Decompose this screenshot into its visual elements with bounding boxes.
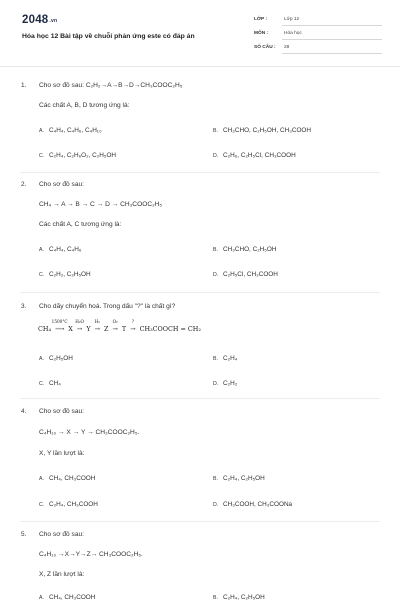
meta-count-value: 28 [284, 45, 290, 50]
reaction-scheme: C₄H₁₀ → X → Y → CH₃COOC₂H₅. [39, 429, 140, 436]
reaction-arrow: → ? [130, 319, 136, 333]
page-header [0, 0, 400, 66]
logo-suffix: .vn [49, 18, 58, 24]
meta-divider [282, 25, 382, 26]
option-label: A. [39, 476, 44, 482]
option-label: D. [213, 272, 219, 278]
question-prompt: Cho sơ đồ sau: [39, 408, 85, 415]
reaction-arrow: → O₂ [112, 319, 118, 333]
question-ask: Các chất A, B, D tương ứng là: [39, 102, 130, 109]
option-c[interactable] [39, 380, 61, 387]
scheme-start: CH₄ [38, 325, 52, 333]
question-ask: X, Y lần lượt là: [39, 450, 85, 457]
option-b[interactable] [213, 355, 237, 362]
option-c[interactable] [39, 271, 91, 278]
option-text: C₂H₄, C₂H₆O₂, C₂H₅OH [49, 152, 117, 159]
meta-count [254, 45, 382, 58]
reaction-scheme [38, 319, 201, 333]
option-label: B. [213, 128, 218, 134]
option-label: C. [39, 381, 45, 387]
option-label: C. [39, 153, 45, 159]
reaction-arrow: → H₂ [94, 319, 100, 333]
option-a[interactable] [39, 246, 81, 253]
question-divider [20, 521, 380, 522]
arrow-condition: H₂O [75, 319, 84, 324]
option-text: C₄H₄, C₄H₆, C₄H₁₀ [49, 127, 102, 134]
option-text: C₄H₄, C₄H₆ [49, 246, 82, 253]
question-prompt: Cho sơ đồ sau: [39, 181, 85, 188]
reaction-scheme: C₄H₁₀ →X→Y→Z→ CH₃COOC₂H₅. [39, 551, 143, 558]
option-c[interactable] [39, 152, 116, 159]
option-text: C₂H₄, C₂H₅OH [223, 475, 265, 482]
option-label: A. [39, 595, 44, 601]
question-prompt: Cho sơ đồ sau: C₂H₂→A→B→D→CH₃COOC₂H₅ [39, 82, 183, 89]
option-b[interactable] [213, 475, 265, 482]
meta-subject-value: Hóa học [284, 31, 302, 36]
question-divider [20, 292, 380, 293]
meta-divider [282, 53, 382, 54]
option-text: C₂H₂ [223, 380, 238, 387]
option-text: C₂H₆, C₂H₅Cl, CH₃COOH [223, 152, 296, 159]
option-label: D. [213, 502, 219, 508]
meta-class [254, 17, 382, 30]
arrow-condition: 1500°C [51, 319, 68, 324]
option-text: C₂H₄, CH₃COOH [49, 501, 98, 508]
option-a[interactable] [39, 127, 102, 134]
meta-subject-label: MÔN : [254, 31, 269, 36]
option-text: CH₄ [49, 380, 61, 387]
scheme-x: X [68, 325, 73, 333]
option-text: CH₄, CH₃COOH [49, 594, 96, 601]
scheme-y: Y [86, 325, 91, 333]
meta-subject [254, 31, 382, 44]
question-number: 5. [21, 531, 27, 538]
option-label: A. [39, 247, 44, 253]
option-label: D. [213, 153, 219, 159]
page-title: Hóa học 12 Bài tập về chuỗi phản ứng este có đáp án [22, 33, 195, 40]
reaction-arrow: → H₂O [75, 319, 84, 333]
arrow-condition: ? [131, 319, 135, 324]
meta-divider [282, 39, 382, 40]
option-text: C₂H₄, C₂H₅OH [223, 594, 265, 601]
option-text: CH₃CHO, C₂H₅OH, CH₃COOH [223, 127, 312, 134]
option-text: C₂H₅Cl, CH₃COOH [223, 271, 278, 278]
question-number: 1. [21, 82, 27, 89]
option-label: C. [39, 502, 45, 508]
scheme-t: T [121, 325, 127, 333]
logo-text: 2048 [22, 14, 49, 26]
option-text: CH₃CHO, C₂H₅OH [223, 246, 277, 253]
option-text: C₂H₂, C₂H₅OH [49, 271, 91, 278]
option-d[interactable] [213, 380, 237, 387]
reaction-arrow: ⟶ 1500°C [51, 319, 68, 333]
question-divider [20, 398, 380, 399]
option-a[interactable] [39, 475, 95, 482]
option-label: B. [213, 356, 218, 362]
reaction-scheme: CH₄ → A → B → C → D → CH₃COOC₂H₅ [39, 201, 163, 208]
question-prompt: Cho sơ đồ sau: [39, 531, 85, 538]
option-label: C. [39, 272, 45, 278]
option-label: A. [39, 128, 44, 134]
option-a[interactable] [39, 355, 73, 362]
question-number: 3. [21, 303, 27, 310]
option-b[interactable] [213, 127, 311, 134]
question-prompt: Cho dãy chuyển hoá. Trong dấu "?" là chất gì? [39, 303, 176, 310]
option-text: C₂H₄ [223, 355, 238, 362]
meta-count-label: SỐ CÂU : [254, 45, 276, 50]
option-label: A. [39, 356, 44, 362]
option-label: B. [213, 476, 218, 482]
header-divider [0, 66, 400, 67]
option-d[interactable] [213, 501, 292, 508]
option-label: B. [213, 595, 218, 601]
meta-class-value: Lớp 12 [284, 17, 300, 22]
option-label: D. [213, 381, 219, 387]
site-logo[interactable] [22, 14, 57, 26]
question-number: 2. [21, 181, 27, 188]
meta-class-label: LỚP : [254, 17, 268, 22]
question-ask: X, Z lần lượt là: [39, 571, 85, 578]
arrow-condition: H₂ [94, 319, 100, 324]
option-label: B. [213, 247, 218, 253]
scheme-z: Z [104, 325, 109, 333]
option-text: CH₃COOH, CH₃COONa [223, 501, 293, 508]
option-b[interactable] [213, 246, 276, 253]
question-number: 4. [21, 408, 27, 415]
scheme-end: CH₃COOCH = CH₂ [139, 325, 201, 333]
option-c[interactable] [39, 501, 98, 508]
option-text: CH₄, CH₃COOH [49, 475, 96, 482]
option-text: C₂H₅OH [49, 355, 73, 362]
option-d[interactable] [213, 152, 296, 159]
question-divider [20, 172, 380, 173]
arrow-condition: O₂ [112, 319, 118, 324]
question-ask: Các chất A, C tương ứng là: [39, 221, 122, 228]
option-d[interactable] [213, 271, 278, 278]
